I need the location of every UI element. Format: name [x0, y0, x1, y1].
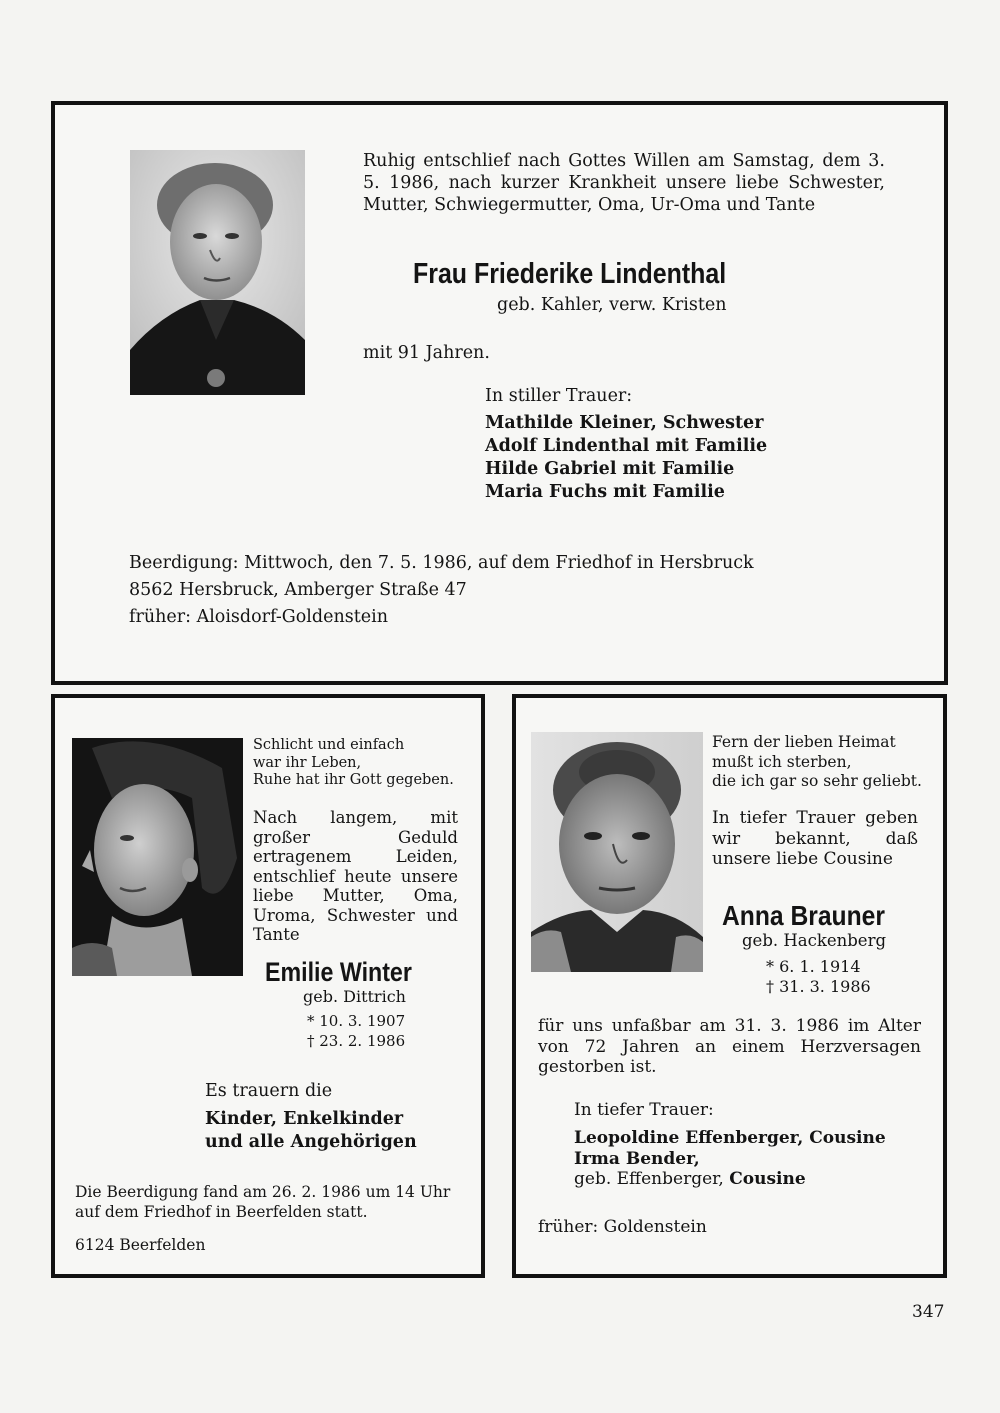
life-dates: [766, 957, 871, 997]
place-line: 6124 Beerfelden: [75, 1236, 206, 1254]
mourner: Kinder, Enkelkinder: [205, 1109, 404, 1129]
address-line: 8562 Hersbruck, Amberger Straße 47: [129, 580, 467, 600]
deceased-name: Anna Brauner: [722, 900, 885, 931]
former-residence: früher: Aloisdorf-Goldenstein: [129, 607, 388, 627]
mourning-heading: Es trauern die: [205, 1081, 333, 1101]
mourner: Maria Fuchs mit Familie: [485, 482, 725, 502]
deceased-name: Frau Friederike Lindenthal: [413, 258, 727, 290]
life-dates: [307, 1011, 405, 1051]
mourners-list: [205, 1108, 417, 1154]
death-text: für uns unfaßbar am 31. 3. 1986 im Alter von 72 Jahren an einem Herzversagen gestorben ist.: [538, 1016, 921, 1077]
age-text: mit 91 Jahren.: [363, 343, 490, 363]
mourner: Mathilde Kleiner, Schwester: [485, 413, 764, 433]
mourning-heading: In tiefer Trauer:: [574, 1100, 714, 1120]
mourner: Hilde Gabriel mit Familie: [485, 459, 735, 479]
birth-name: geb. Dittrich: [303, 987, 406, 1006]
poem: [253, 737, 454, 790]
mourner: Adolf Lindenthal mit Familie: [485, 436, 768, 456]
funeral-line: Die Beerdigung fand am 26. 2. 1986 um 14 Uhr: [75, 1183, 451, 1201]
birth-date: * 6. 1. 1914: [766, 957, 861, 976]
poem-line: Schlicht und einfach: [253, 737, 405, 753]
mourner-relation: Cousine: [729, 1169, 806, 1189]
portrait-photo-brauner: [531, 732, 703, 972]
funeral-info: [75, 1183, 450, 1222]
poem-line: Ruhe hat ihr Gott gegeben.: [253, 772, 454, 788]
birth-date: * 10. 3. 1907: [307, 1012, 406, 1030]
mourner: Irma Bender,: [574, 1148, 700, 1169]
funeral-info: [129, 550, 754, 631]
page-number: 347: [912, 1302, 945, 1322]
funeral-line: auf dem Friedhof in Beerfelden statt.: [75, 1202, 368, 1221]
birth-name: geb. Hackenberg: [742, 931, 887, 950]
poem-line: die ich gar so sehr geliebt.: [712, 772, 922, 790]
obituary-brauner: [512, 694, 947, 1278]
mourner-birth-name: geb. Effenberger,: [574, 1169, 724, 1189]
poem-line: war ihr Leben,: [253, 754, 362, 771]
mourners-list: [485, 412, 767, 504]
portrait-photo-winter: [72, 738, 243, 976]
mourning-heading: In stiller Trauer:: [485, 386, 633, 406]
portrait-photo-lindenthal: [130, 150, 305, 395]
poem: [712, 733, 922, 792]
intro-text: In tiefer Trauer geben wir bekannt, daß unsere liebe Cousine: [712, 808, 918, 869]
obituary-winter: [51, 694, 485, 1278]
poem-line: mußt ich sterben,: [712, 752, 852, 771]
obituary-lindenthal: [51, 101, 948, 685]
mourner: und alle Angehörigen: [205, 1132, 417, 1152]
mourners-list: [574, 1128, 886, 1190]
funeral-line: Beerdigung: Mittwoch, den 7. 5. 1986, auf dem Friedhof in Hersbruck: [129, 553, 754, 573]
birth-name: geb. Kahler, verw. Kristen: [497, 295, 727, 315]
death-date: † 23. 2. 1986: [307, 1032, 406, 1050]
former-residence: früher: Goldenstein: [538, 1217, 707, 1237]
poem-line: Fern der lieben Heimat: [712, 733, 896, 751]
death-date: † 31. 3. 1986: [766, 977, 871, 996]
intro-text: Nach langem, mit großer Geduld ertragenem Leiden, entschlief heute unsere liebe Mutter, Oma, Uroma, Schwester und Tante: [253, 808, 458, 944]
deceased-name: Emilie Winter: [265, 957, 412, 987]
mourner: Leopoldine Effenberger, Cousine: [574, 1128, 886, 1148]
intro-text: Ruhig entschlief nach Gottes Willen am Samstag, dem 3. 5. 1986, nach kurzer Krankheit unsere liebe Schwester, Mutter, Schwiegermutter, Oma, Ur-Oma und Tante: [363, 151, 885, 215]
mourner-detail: [574, 1169, 886, 1190]
